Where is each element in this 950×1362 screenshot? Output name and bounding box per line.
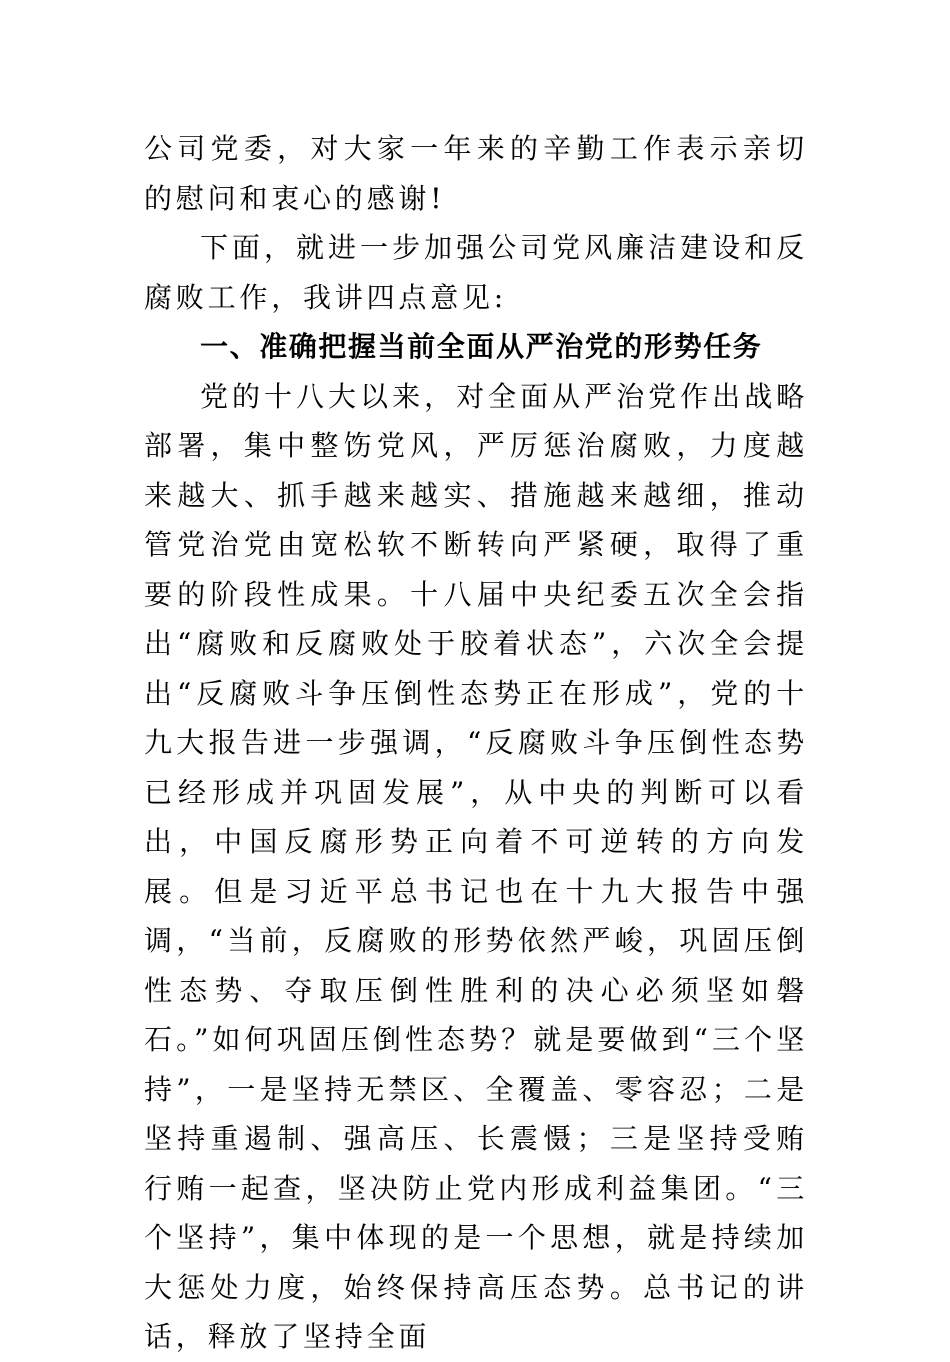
paragraph-intro: 下面，就进一步加强公司党风廉洁建设和反腐败工作，我讲四点意见:	[144, 231, 808, 314]
section-heading: 一、准确把握当前全面从严治党的形势任务	[200, 330, 763, 363]
paragraph-continuation: 公司党委，对大家一年来的辛勤工作表示亲切的慰问和衷心的感谢!	[144, 132, 808, 215]
document-body	[144, 124, 808, 1362]
paragraph-body: 党的十八大以来，对全面从严治党作出战略部署，集中整饬党风，严厉惩治腐败，力度越来越大、抓手越来越实、措施越来越细，推动管党治党由宽松软不断转向严紧硬，取得了重要的阶段性成果。十八届中央纪委五次全会指出“腐败和反腐败处于胶着状态”，六次全会提出“反腐败斗争压倒性态势正在形成”，党的十九大报告进一步强调，“反腐败斗争压倒性态势已经形成并巩固发展”，从中央的判断可以看出，中国反腐形势正向着不可逆转的方向发展。但是习近平总书记也在十九大报告中强调，“当前，反腐败的形势依然严峻，巩固压倒性态势、夺取压倒性胜利的决心必须坚如磐石。”如何巩固压倒性态势？就是要做到“三个坚持”，一是坚持无禁区、全覆盖、零容忍；二是坚持重遏制、强高压、长震慑；三是坚持受贿行贿一起查，坚决防止党内形成利益集团。“三个坚持”，集中体现的是一个思想，就是持续加大惩处力度，始终保持高压态势。总书记的讲话，释放了坚持全面	[144, 379, 808, 1353]
